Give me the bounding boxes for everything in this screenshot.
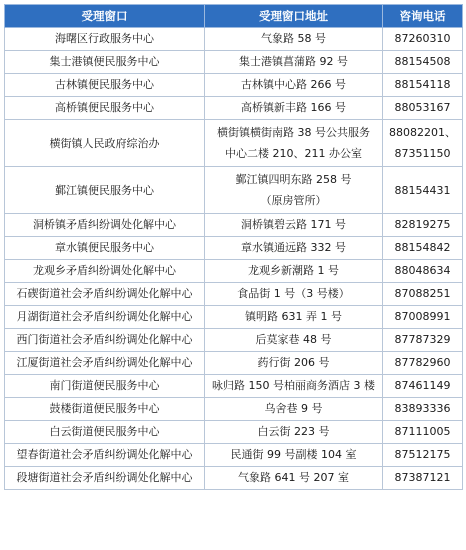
cell-window: 古林镇便民服务中心 xyxy=(5,74,205,97)
table-row xyxy=(5,51,463,74)
cell-phone xyxy=(383,283,463,306)
cell-phone xyxy=(383,375,463,398)
phone-line: 88154842 xyxy=(394,241,451,254)
cell-phone xyxy=(383,467,463,490)
cell-address xyxy=(205,120,383,167)
address-line: 龙观乡新潮路 1 号 xyxy=(248,264,339,277)
phone-line: 87111005 xyxy=(394,425,451,438)
address-line: 食品街 1 号（3 号楼） xyxy=(237,287,350,300)
table-row xyxy=(5,352,463,375)
phone-line: 87008991 xyxy=(394,310,451,323)
cell-phone xyxy=(383,74,463,97)
cell-phone xyxy=(383,214,463,237)
cell-phone xyxy=(383,120,463,167)
table-header-row xyxy=(5,5,463,28)
phone-line: 87782960 xyxy=(394,356,451,369)
cell-window: 南门街道便民服务中心 xyxy=(5,375,205,398)
header-window: 受理窗口 xyxy=(5,5,205,28)
cell-window: 西门街道社会矛盾纠纷调处化解中心 xyxy=(5,329,205,352)
phone-line: 83893336 xyxy=(394,402,451,415)
cell-address xyxy=(205,467,383,490)
phone-line: 88048634 xyxy=(394,264,451,277)
cell-phone xyxy=(383,306,463,329)
phone-line: 87787329 xyxy=(394,333,451,346)
table-row xyxy=(5,214,463,237)
cell-window: 江厦街道社会矛盾纠纷调处化解中心 xyxy=(5,352,205,375)
address-line: 乌舍巷 9 号 xyxy=(264,402,323,415)
cell-address xyxy=(205,51,383,74)
cell-phone xyxy=(383,28,463,51)
table-row xyxy=(5,167,463,214)
table-row xyxy=(5,28,463,51)
cell-phone xyxy=(383,444,463,467)
address-line: 横街镇横街南路 38 号公共服务 xyxy=(217,126,370,139)
phone-line: 87387121 xyxy=(394,471,451,484)
table-row xyxy=(5,120,463,167)
cell-phone xyxy=(383,398,463,421)
phone-line: 87351150 xyxy=(394,147,451,160)
table-row xyxy=(5,97,463,120)
cell-address xyxy=(205,352,383,375)
phone-line: 88082201、 xyxy=(389,126,456,139)
table-row xyxy=(5,421,463,444)
cell-phone xyxy=(383,51,463,74)
cell-address xyxy=(205,398,383,421)
cell-address xyxy=(205,167,383,214)
table-row xyxy=(5,398,463,421)
cell-address xyxy=(205,283,383,306)
address-line: 洞桥镇碧云路 171 号 xyxy=(241,218,346,231)
cell-address xyxy=(205,421,383,444)
cell-window: 洞桥镇矛盾纠纷调处化解中心 xyxy=(5,214,205,237)
cell-phone xyxy=(383,329,463,352)
cell-address xyxy=(205,214,383,237)
cell-phone xyxy=(383,352,463,375)
table-row xyxy=(5,74,463,97)
cell-window: 集士港镇便民服务中心 xyxy=(5,51,205,74)
cell-address xyxy=(205,260,383,283)
address-line: 古林镇中心路 266 号 xyxy=(241,78,346,91)
table-row xyxy=(5,260,463,283)
table-row xyxy=(5,375,463,398)
cell-address xyxy=(205,97,383,120)
cell-address xyxy=(205,329,383,352)
address-line: 气象路 641 号 207 室 xyxy=(238,471,349,484)
cell-address xyxy=(205,375,383,398)
cell-window: 月湖街道社会矛盾纠纷调处化解中心 xyxy=(5,306,205,329)
cell-phone xyxy=(383,260,463,283)
table-row xyxy=(5,283,463,306)
cell-window: 鄞江镇便民服务中心 xyxy=(5,167,205,214)
header-address: 受理窗口地址 xyxy=(205,5,383,28)
address-line: 鄞江镇四明东路 258 号 xyxy=(235,173,352,186)
cell-window: 章水镇便民服务中心 xyxy=(5,237,205,260)
address-line: 药行街 206 号 xyxy=(257,356,330,369)
table-body xyxy=(5,28,463,490)
phone-line: 88053167 xyxy=(394,101,451,114)
cell-window: 海曙区行政服务中心 xyxy=(5,28,205,51)
address-line: 民通街 99 号副楼 104 室 xyxy=(230,448,357,461)
address-line: （原房管所） xyxy=(260,194,327,207)
cell-window: 石碶街道社会矛盾纠纷调处化解中心 xyxy=(5,283,205,306)
address-line: 集士港镇菖蒲路 92 号 xyxy=(239,55,348,68)
cell-phone xyxy=(383,167,463,214)
phone-line: 88154508 xyxy=(394,55,451,68)
address-line: 白云街 223 号 xyxy=(257,425,330,438)
phone-line: 87461149 xyxy=(394,379,451,392)
cell-address xyxy=(205,444,383,467)
cell-window: 高桥镇便民服务中心 xyxy=(5,97,205,120)
cell-window: 白云街道便民服务中心 xyxy=(5,421,205,444)
service-window-table xyxy=(4,4,463,490)
table-row xyxy=(5,329,463,352)
phone-line: 88154431 xyxy=(394,183,451,197)
table-row xyxy=(5,306,463,329)
cell-phone xyxy=(383,97,463,120)
cell-window: 望春街道社会矛盾纠纷调处化解中心 xyxy=(5,444,205,467)
header-phone: 咨询电话 xyxy=(383,5,463,28)
table-row xyxy=(5,237,463,260)
address-line: 镇明路 631 弄 1 号 xyxy=(245,310,342,323)
cell-address xyxy=(205,28,383,51)
address-line: 后莫家巷 48 号 xyxy=(255,333,332,346)
phone-line: 87512175 xyxy=(394,448,451,461)
address-line: 高桥镇新丰路 166 号 xyxy=(241,101,346,114)
address-line: 章水镇通远路 332 号 xyxy=(241,241,346,254)
cell-window: 鼓楼街道便民服务中心 xyxy=(5,398,205,421)
cell-window: 段塘街道社会矛盾纠纷调处化解中心 xyxy=(5,467,205,490)
phone-line: 87088251 xyxy=(394,287,451,300)
cell-window: 龙观乡矛盾纠纷调处化解中心 xyxy=(5,260,205,283)
cell-phone xyxy=(383,421,463,444)
phone-line: 82819275 xyxy=(394,218,451,231)
cell-window: 横街镇人民政府综治办 xyxy=(5,120,205,167)
cell-address xyxy=(205,237,383,260)
address-line: 气象路 58 号 xyxy=(261,32,326,45)
cell-address xyxy=(205,74,383,97)
address-line: 中心二楼 210、211 办公室 xyxy=(225,147,362,160)
address-line: 咏归路 150 号柏丽商务酒店 3 楼 xyxy=(212,379,375,392)
cell-phone xyxy=(383,237,463,260)
table-row xyxy=(5,467,463,490)
table-row xyxy=(5,444,463,467)
service-window-table-container xyxy=(4,4,462,490)
cell-address xyxy=(205,306,383,329)
phone-line: 87260310 xyxy=(394,32,451,45)
phone-line: 88154118 xyxy=(394,78,451,91)
